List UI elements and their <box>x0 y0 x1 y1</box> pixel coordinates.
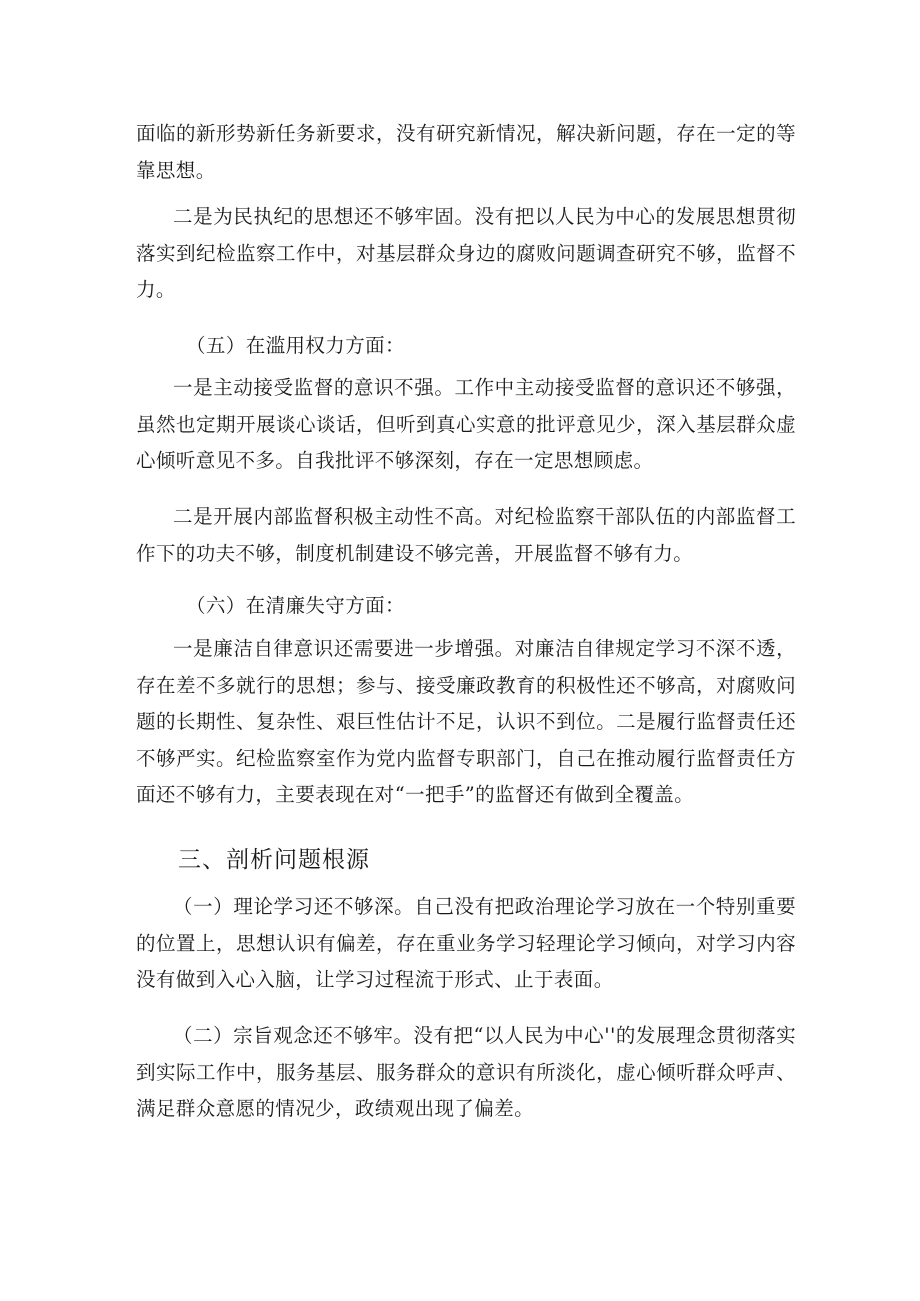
paragraph-abuse-1: 一是主动接受监督的意识不强。工作中主动接受监督的意识还不够强，虽然也定期开展谈心谈话，但听到真心实意的批评意见少，深入基层群众虚心倾听意见不多。自我批评不够深刻，存在一定思想顾虑。 <box>136 376 796 473</box>
section-heading-root-causes: 三、剖析问题根源 <box>178 847 370 873</box>
subheading-abuse-of-power: （五）在滥用权力方面： <box>186 334 405 357</box>
paragraph-root-cause-2: （二）宗旨观念还不够牢。没有把“以人民为中心''的发展理念贯彻落实到实际工作中，服务基层、服务群众的意识有所淡化，虚心倾听群众呼声、满足群众意愿的情况少，政绩观出现了偏差。 <box>136 1024 796 1121</box>
paragraph-root-cause-1: （一）理论学习还不够深。自己没有把政治理论学习放在一个特别重要的位置上，思想认识有偏差，存在重业务学习轻理论学习倾向，对学习内容没有做到入心入脑，让学习过程流于形式、止于表面。 <box>136 895 796 992</box>
paragraph-work-mindset-2: 二是为民执纪的思想还不够牢固。没有把以人民为中心的发展思想贯彻落实到纪检监察工作中，对基层群众身边的腐败问题调查研究不够，监督不力。 <box>136 205 796 302</box>
paragraph-clean-governance: 一是廉洁自律意识还需要进一步增强。对廉洁自律规定学习不深不透，存在差不多就行的思想；参与、接受廉政教育的积极性还不够高，对腐败问题的长期性、复杂性、艰巨性估计不足，认识不到位。二是履行监督责任还不够严实。纪检监察室作为党内监督专职部门，自己在推动履行监督责任方面还不够有力，主要表现在对“一把手”的监督还有做到全覆盖。 <box>136 637 796 807</box>
paragraph-continuation: 面临的新形势新任务新要求，没有研究新情况，解决新问题，存在一定的等靠思想。 <box>136 122 796 182</box>
paragraph-abuse-2: 二是开展内部监督积极主动性不高。对纪检监察干部队伍的内部监督工作下的功夫不够，制度机制建设不够完善，开展监督不够有力。 <box>136 505 796 565</box>
subheading-clean-governance: （六）在清廉失守方面： <box>186 594 405 617</box>
